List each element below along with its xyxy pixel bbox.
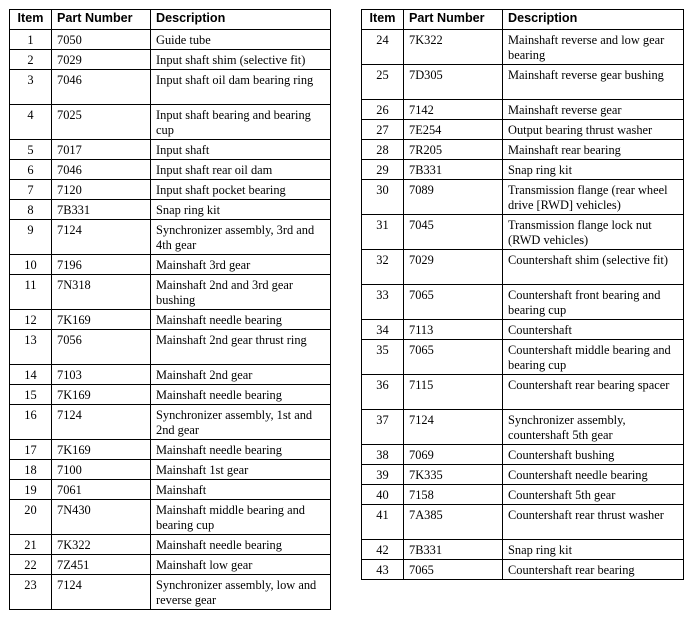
table-row <box>10 255 331 275</box>
description-cell: Countershaft rear thrust washer <box>503 505 684 540</box>
part-number-cell: 7017 <box>52 140 151 160</box>
part-number-cell: 7R205 <box>404 140 503 160</box>
item-cell: 2 <box>10 50 52 70</box>
part-number-cell: 7113 <box>404 320 503 340</box>
part-number-cell: 7142 <box>404 100 503 120</box>
item-cell: 11 <box>10 275 52 310</box>
item-cell: 5 <box>10 140 52 160</box>
item-cell: 19 <box>10 480 52 500</box>
part-number-cell: 7Z451 <box>52 555 151 575</box>
table-row <box>362 485 684 505</box>
table-row <box>362 30 684 65</box>
description-cell: Transmission flange lock nut (RWD vehicles) <box>503 215 684 250</box>
item-cell: 12 <box>10 310 52 330</box>
table-row <box>10 480 331 500</box>
header-description: Description <box>503 10 684 30</box>
description-cell: Mainshaft needle bearing <box>151 385 331 405</box>
item-cell: 18 <box>10 460 52 480</box>
item-cell: 29 <box>362 160 404 180</box>
part-number-cell: 7K322 <box>404 30 503 65</box>
header-item: Item <box>362 10 404 30</box>
part-number-cell: 7E254 <box>404 120 503 140</box>
description-cell: Synchronizer assembly, low and reverse gear <box>151 575 331 610</box>
part-number-cell: 7100 <box>52 460 151 480</box>
description-cell: Mainshaft reverse gear bushing <box>503 65 684 100</box>
table-row <box>10 70 331 105</box>
part-number-cell: 7046 <box>52 70 151 105</box>
table-row <box>362 120 684 140</box>
item-cell: 27 <box>362 120 404 140</box>
part-number-cell: 7025 <box>52 105 151 140</box>
part-number-cell: 7124 <box>52 575 151 610</box>
table-row <box>362 180 684 215</box>
item-cell: 24 <box>362 30 404 65</box>
item-cell: 37 <box>362 410 404 445</box>
part-number-cell: 7N318 <box>52 275 151 310</box>
item-cell: 32 <box>362 250 404 285</box>
item-cell: 3 <box>10 70 52 105</box>
description-cell: Mainshaft 2nd and 3rd gear bushing <box>151 275 331 310</box>
part-number-cell: 7103 <box>52 365 151 385</box>
item-cell: 4 <box>10 105 52 140</box>
description-cell: Mainshaft <box>151 480 331 500</box>
table-row <box>362 375 684 410</box>
item-cell: 33 <box>362 285 404 320</box>
table-row <box>362 65 684 100</box>
part-number-cell: 7029 <box>52 50 151 70</box>
item-cell: 40 <box>362 485 404 505</box>
item-cell: 7 <box>10 180 52 200</box>
table-row <box>10 160 331 180</box>
header-part-number: Part Number <box>404 10 503 30</box>
part-number-cell: 7158 <box>404 485 503 505</box>
table-row <box>362 410 684 445</box>
parts-table-left <box>9 9 331 610</box>
part-number-cell: 7029 <box>404 250 503 285</box>
part-number-cell: 7K169 <box>52 385 151 405</box>
item-cell: 38 <box>362 445 404 465</box>
table-row <box>10 30 331 50</box>
description-cell: Input shaft bearing and bearing cup <box>151 105 331 140</box>
part-number-cell: 7K169 <box>52 310 151 330</box>
item-cell: 8 <box>10 200 52 220</box>
description-cell: Output bearing thrust washer <box>503 120 684 140</box>
item-cell: 36 <box>362 375 404 410</box>
table-row <box>362 100 684 120</box>
table-row <box>10 105 331 140</box>
table-row <box>10 385 331 405</box>
table-row <box>362 140 684 160</box>
description-cell: Mainshaft middle bearing and bearing cup <box>151 500 331 535</box>
table-row <box>362 465 684 485</box>
description-cell: Mainshaft needle bearing <box>151 535 331 555</box>
table-row <box>362 505 684 540</box>
item-cell: 14 <box>10 365 52 385</box>
part-number-cell: 7089 <box>404 180 503 215</box>
item-cell: 23 <box>10 575 52 610</box>
table-row <box>10 440 331 460</box>
item-cell: 41 <box>362 505 404 540</box>
description-cell: Snap ring kit <box>503 160 684 180</box>
description-cell: Countershaft shim (selective fit) <box>503 250 684 285</box>
table-row <box>10 200 331 220</box>
table-row <box>362 445 684 465</box>
part-number-cell: 7K169 <box>52 440 151 460</box>
table-row <box>362 160 684 180</box>
table-row <box>10 180 331 200</box>
description-cell: Input shaft pocket bearing <box>151 180 331 200</box>
table-row <box>10 220 331 255</box>
description-cell: Countershaft front bearing and bearing cup <box>503 285 684 320</box>
part-number-cell: 7124 <box>52 220 151 255</box>
part-number-cell: 7196 <box>52 255 151 275</box>
table-row <box>362 560 684 580</box>
item-cell: 1 <box>10 30 52 50</box>
table-row <box>362 215 684 250</box>
table-row <box>362 320 684 340</box>
part-number-cell: 7045 <box>404 215 503 250</box>
description-cell: Mainshaft needle bearing <box>151 440 331 460</box>
description-cell: Input shaft shim (selective fit) <box>151 50 331 70</box>
part-number-cell: 7K322 <box>52 535 151 555</box>
description-cell: Mainshaft rear bearing <box>503 140 684 160</box>
description-cell: Snap ring kit <box>503 540 684 560</box>
header-item: Item <box>10 10 52 30</box>
item-cell: 35 <box>362 340 404 375</box>
description-cell: Synchronizer assembly, countershaft 5th gear <box>503 410 684 445</box>
description-cell: Synchronizer assembly, 3rd and 4th gear <box>151 220 331 255</box>
part-number-cell: 7065 <box>404 560 503 580</box>
part-number-cell: 7N430 <box>52 500 151 535</box>
part-number-cell: 7115 <box>404 375 503 410</box>
part-number-cell: 7069 <box>404 445 503 465</box>
parts-table-right <box>361 9 684 580</box>
part-number-cell: 7124 <box>52 405 151 440</box>
description-cell: Input shaft <box>151 140 331 160</box>
description-cell: Synchronizer assembly, 1st and 2nd gear <box>151 405 331 440</box>
description-cell: Countershaft bushing <box>503 445 684 465</box>
part-number-cell: 7061 <box>52 480 151 500</box>
item-cell: 16 <box>10 405 52 440</box>
table-row <box>10 555 331 575</box>
description-cell: Mainshaft needle bearing <box>151 310 331 330</box>
header-row <box>10 10 331 30</box>
item-cell: 15 <box>10 385 52 405</box>
table-row <box>10 405 331 440</box>
table-row <box>10 275 331 310</box>
item-cell: 31 <box>362 215 404 250</box>
description-cell: Countershaft rear bearing <box>503 560 684 580</box>
table-row <box>362 250 684 285</box>
table-row <box>10 50 331 70</box>
item-cell: 13 <box>10 330 52 365</box>
item-cell: 21 <box>10 535 52 555</box>
item-cell: 20 <box>10 500 52 535</box>
part-number-cell: 7065 <box>404 285 503 320</box>
item-cell: 10 <box>10 255 52 275</box>
description-cell: Countershaft needle bearing <box>503 465 684 485</box>
table-row <box>10 535 331 555</box>
part-number-cell: 7120 <box>52 180 151 200</box>
header-part-number: Part Number <box>52 10 151 30</box>
part-number-cell: 7B331 <box>404 160 503 180</box>
description-cell: Countershaft rear bearing spacer <box>503 375 684 410</box>
header-description: Description <box>151 10 331 30</box>
description-cell: Guide tube <box>151 30 331 50</box>
item-cell: 9 <box>10 220 52 255</box>
header-row <box>362 10 684 30</box>
description-cell: Mainshaft 1st gear <box>151 460 331 480</box>
part-number-cell: 7B331 <box>404 540 503 560</box>
item-cell: 34 <box>362 320 404 340</box>
description-cell: Mainshaft reverse and low gear bearing <box>503 30 684 65</box>
item-cell: 22 <box>10 555 52 575</box>
description-cell: Countershaft middle bearing and bearing cup <box>503 340 684 375</box>
part-number-cell: 7050 <box>52 30 151 50</box>
table-row <box>10 460 331 480</box>
part-number-cell: 7056 <box>52 330 151 365</box>
part-number-cell: 7D305 <box>404 65 503 100</box>
description-cell: Mainshaft low gear <box>151 555 331 575</box>
table-row <box>10 365 331 385</box>
table-row <box>362 540 684 560</box>
item-cell: 43 <box>362 560 404 580</box>
item-cell: 30 <box>362 180 404 215</box>
description-cell: Snap ring kit <box>151 200 331 220</box>
table-row <box>10 140 331 160</box>
table-row <box>10 575 331 610</box>
table-row <box>10 310 331 330</box>
table-row <box>10 500 331 535</box>
item-cell: 17 <box>10 440 52 460</box>
part-number-cell: 7124 <box>404 410 503 445</box>
description-cell: Mainshaft 2nd gear <box>151 365 331 385</box>
item-cell: 42 <box>362 540 404 560</box>
item-cell: 26 <box>362 100 404 120</box>
table-row <box>10 330 331 365</box>
description-cell: Input shaft oil dam bearing ring <box>151 70 331 105</box>
description-cell: Input shaft rear oil dam <box>151 160 331 180</box>
part-number-cell: 7B331 <box>52 200 151 220</box>
description-cell: Transmission flange (rear wheel drive [RWD] vehicles) <box>503 180 684 215</box>
part-number-cell: 7K335 <box>404 465 503 485</box>
description-cell: Mainshaft 3rd gear <box>151 255 331 275</box>
part-number-cell: 7A385 <box>404 505 503 540</box>
item-cell: 6 <box>10 160 52 180</box>
item-cell: 28 <box>362 140 404 160</box>
description-cell: Mainshaft 2nd gear thrust ring <box>151 330 331 365</box>
description-cell: Countershaft <box>503 320 684 340</box>
item-cell: 25 <box>362 65 404 100</box>
table-row <box>362 340 684 375</box>
table-row <box>362 285 684 320</box>
part-number-cell: 7065 <box>404 340 503 375</box>
description-cell: Countershaft 5th gear <box>503 485 684 505</box>
item-cell: 39 <box>362 465 404 485</box>
description-cell: Mainshaft reverse gear <box>503 100 684 120</box>
part-number-cell: 7046 <box>52 160 151 180</box>
